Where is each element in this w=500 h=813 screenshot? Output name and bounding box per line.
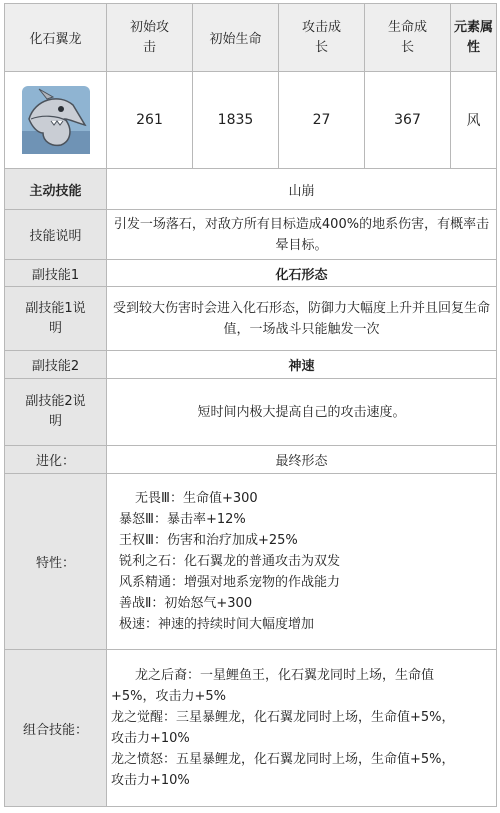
sub-skill-2-desc-row (5, 379, 497, 446)
combo-line: 攻击力+10% (111, 731, 190, 746)
sub-skill-1-row (5, 260, 497, 287)
sub-skill-2-label: 副技能2 (5, 351, 107, 379)
sub-skill-2-desc-text: 短时间内极大提高自己的攻击速度。 (107, 379, 497, 446)
avatar-cell (5, 72, 107, 169)
attack-growth-header: 攻击成 长 (279, 4, 365, 72)
traits-label: 特性： (5, 474, 107, 650)
initial-attack-header: 初始攻 击 (107, 4, 193, 72)
skill-desc-text: 引发一场落石，对敌方所有目标造成400%的地系伤害，有概率击晕目标。 (107, 210, 497, 260)
initial-attack-value: 261 (107, 72, 193, 169)
traits-row (5, 474, 497, 650)
skill-desc-row (5, 210, 497, 260)
trait-item: 善战Ⅱ：初始怒气+300 (119, 596, 253, 611)
stats-row (5, 72, 497, 169)
traits-list (107, 474, 497, 650)
sub-skill-1-value: 化石形态 (107, 260, 497, 287)
header-row (5, 4, 497, 72)
sub-skill-1-desc-label: 副技能1说 明 (5, 287, 107, 351)
fossil-pterodactyl-icon (21, 85, 91, 155)
sub-skill-1-desc-row (5, 287, 497, 351)
sub-skill-1-label: 副技能1 (5, 260, 107, 287)
combo-line: 龙之觉醒：三星暴鲤龙，化石翼龙同时上场，生命值+5%， (111, 710, 455, 725)
element-header: 元素属 性 (451, 4, 497, 72)
combo-list (107, 650, 497, 807)
trait-item: 极速：神速的持续时间大幅度增加 (119, 617, 315, 632)
initial-hp-value: 1835 (193, 72, 279, 169)
hp-growth-header: 生命成 长 (365, 4, 451, 72)
active-skill-row (5, 169, 497, 210)
evolve-row (5, 446, 497, 474)
combo-line: 龙之愤怒：五星暴鲤龙，化石翼龙同时上场，生命值+5%， (111, 752, 455, 767)
sub-skill-2-row (5, 351, 497, 379)
attack-growth-value: 27 (279, 72, 365, 169)
combo-row (5, 650, 497, 807)
trait-item: 锐利之石：化石翼龙的普通攻击为双发 (119, 554, 341, 569)
combo-line: +5%，攻击力+5% (111, 689, 227, 704)
combo-line: 攻击力+10% (111, 773, 190, 788)
evolve-label: 进化： (5, 446, 107, 474)
trait-item: 王权Ⅲ：伤害和治疗加成+25% (119, 533, 298, 548)
sub-skill-2-desc-label: 副技能2说 明 (5, 379, 107, 446)
trait-item: 无畏Ⅲ：生命值+300 (135, 491, 258, 506)
skill-desc-label: 技能说明 (5, 210, 107, 260)
sub-skill-2-value: 神速 (107, 351, 497, 379)
initial-hp-header: 初始生命 (193, 4, 279, 72)
trait-item: 风系精通：增强对地系宠物的作战能力 (119, 575, 341, 590)
element-value: 风 (451, 72, 497, 169)
combo-line: 龙之后裔：一星鲤鱼王，化石翼龙同时上场，生命值 (135, 668, 435, 683)
active-skill-label: 主动技能 (5, 169, 107, 210)
pet-info-table (4, 3, 497, 807)
hp-growth-value: 367 (365, 72, 451, 169)
evolve-value: 最终形态 (107, 446, 497, 474)
combo-label: 组合技能： (5, 650, 107, 807)
active-skill-value: 山崩 (107, 169, 497, 210)
trait-item: 暴怒Ⅲ：暴击率+12% (119, 512, 246, 527)
pet-name-header: 化石翼龙 (5, 4, 107, 72)
sub-skill-1-desc-text: 受到较大伤害时会进入化石形态，防御力大幅度上升并且回复生命值，一场战斗只能触发一次 (107, 287, 497, 351)
